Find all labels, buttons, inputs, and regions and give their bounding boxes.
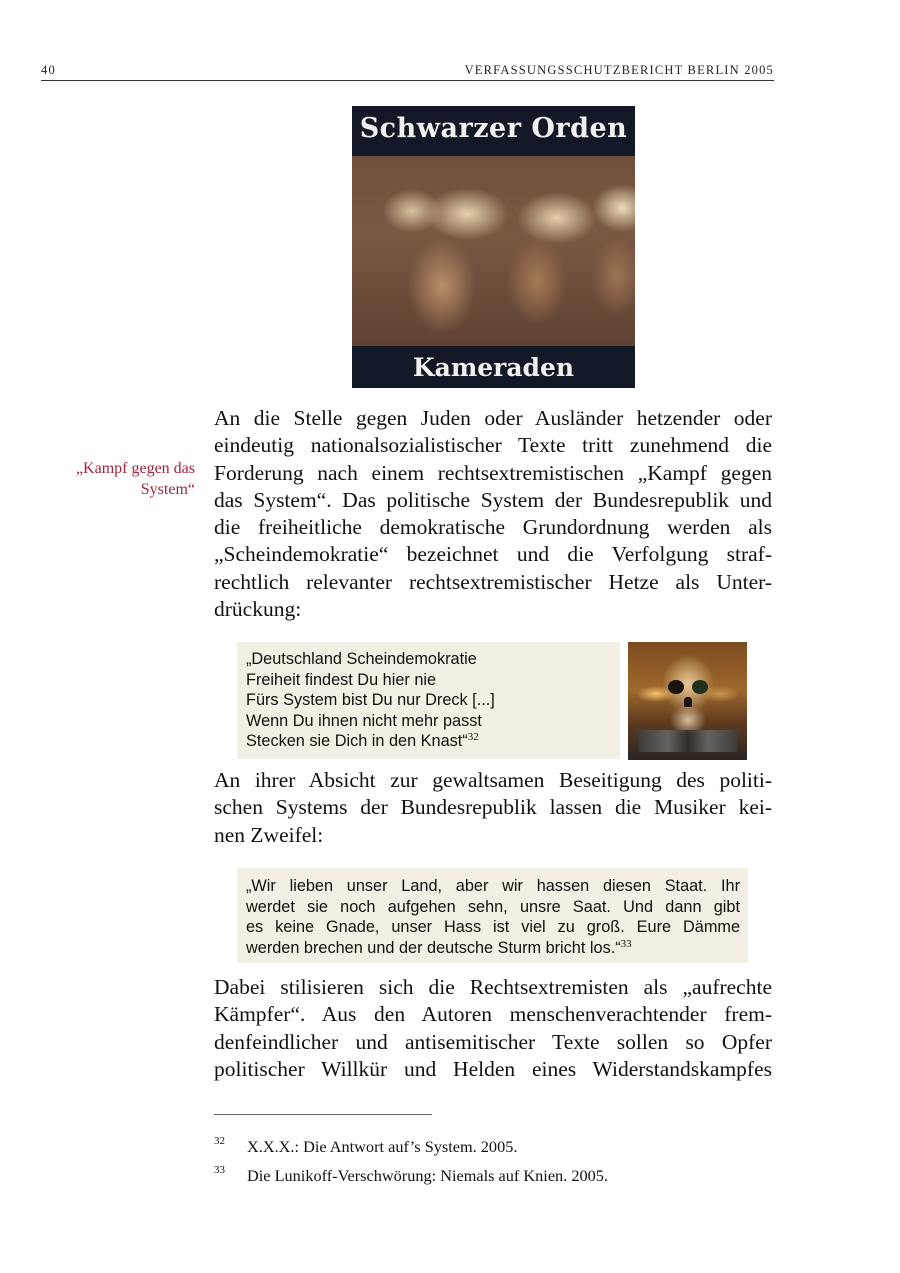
quote-line: „Wir lieben unser Land, aber wir hassen diesen Staat. Ihr — [246, 877, 740, 895]
quote-line — [246, 731, 495, 752]
quote-line-text: werden brechen und der deutsche Sturm bricht los.“ — [246, 938, 621, 957]
footnote-text: Die Lunikoff-Verschwörung: Niemals auf Knien. 2005. — [247, 1166, 608, 1185]
footnote-number: 33 — [214, 1164, 225, 1176]
body-paragraph-1 — [214, 405, 772, 623]
lyrics-quote-box-1 — [237, 642, 620, 759]
album-band-name: Schwarzer Orden — [352, 106, 635, 156]
quote-text — [246, 649, 495, 752]
running-title: VERFASSUNGSSCHUTZBERICHT BERLIN 2005 — [464, 63, 774, 77]
text-line: politischer Willkür und Helden eines Widerstandskampfes — [214, 1056, 772, 1081]
skull-eye — [668, 680, 684, 694]
text-line: das System“. Das politische System der Bundesrepublik und — [214, 487, 772, 512]
album-cover-skull-image — [628, 642, 747, 760]
album-title: Kameraden — [352, 346, 635, 388]
text-line: denfeindlicher und antisemitischer Texte sollen so Opfer — [214, 1029, 772, 1054]
text-line: „Scheindemokratie“ bezeichnet und die Verfolgung straf- — [214, 542, 772, 567]
text-line: Kämpfer“. Aus den Autoren menschenverachtender frem- — [214, 1002, 772, 1027]
quote-line: Wenn Du ihnen nicht mehr passt — [246, 711, 482, 730]
crossed-guns — [638, 730, 738, 752]
text-line: die freiheitliche demokratische Grundordnung werden als — [214, 515, 772, 540]
quote-line: es keine Gnade, unser Hass ist viel zu groß. Eure Dämme — [246, 918, 740, 937]
quote-line: Freiheit findest Du hier nie — [246, 670, 437, 689]
quote-text — [246, 876, 740, 958]
text-line: An die Stelle gegen Juden oder Ausländer hetzender oder — [214, 406, 772, 430]
footnote-divider — [214, 1114, 432, 1115]
text-line: drückung: — [214, 597, 302, 622]
quote-line: Fürs System bist Du nur Dreck [...] — [246, 691, 495, 710]
skull-nose — [684, 697, 692, 707]
text-line: Dabei stilisieren sich die Rechtsextremisten als „aufrechte — [214, 975, 772, 999]
quote-line: „Deutschland Scheindemokratie — [246, 650, 477, 668]
quote-line-text: Stecken sie Dich in den Knast“ — [246, 732, 468, 751]
skull-eye — [692, 680, 708, 694]
text-line: Forderung nach einem rechtsextremistischen „Kampf gegen — [214, 460, 772, 485]
text-line: eindeutig nationalsozialistischer Texte tritt zunehmend die — [214, 433, 772, 458]
text-line: schen Systems der Bundesrepublik lassen die Musiker kei- — [214, 795, 772, 820]
footnote-ref-32[interactable]: 32 — [467, 731, 479, 744]
body-paragraph-3 — [214, 974, 772, 1083]
album-cover-schwarzer-orden — [352, 106, 635, 388]
margin-note-line: System“ — [140, 481, 195, 498]
quote-line — [246, 938, 740, 959]
margin-note — [40, 458, 195, 500]
page-header — [41, 62, 774, 81]
text-line: nen Zweifel: — [214, 822, 324, 847]
text-line: An ihrer Absicht zur gewaltsamen Beseitigung des politi- — [214, 768, 772, 792]
quote-line: werdet sie noch aufgehen sehn, unsre Saat. Und dann gibt — [246, 897, 740, 916]
footnote-ref-33[interactable]: 33 — [620, 937, 632, 950]
lyrics-quote-box-2 — [237, 868, 748, 963]
margin-note-line: „Kampf gegen das — [75, 460, 195, 477]
soldiers-artwork-image — [352, 156, 635, 346]
body-paragraph-2 — [214, 767, 772, 849]
page-number: 40 — [41, 63, 56, 77]
text-line: rechtlich relevanter rechtsextremistischer Hetze als Unter- — [214, 569, 772, 594]
footnote-text: X.X.X.: Die Antwort auf’s System. 2005. — [247, 1137, 518, 1156]
footnote-number: 32 — [214, 1135, 225, 1147]
